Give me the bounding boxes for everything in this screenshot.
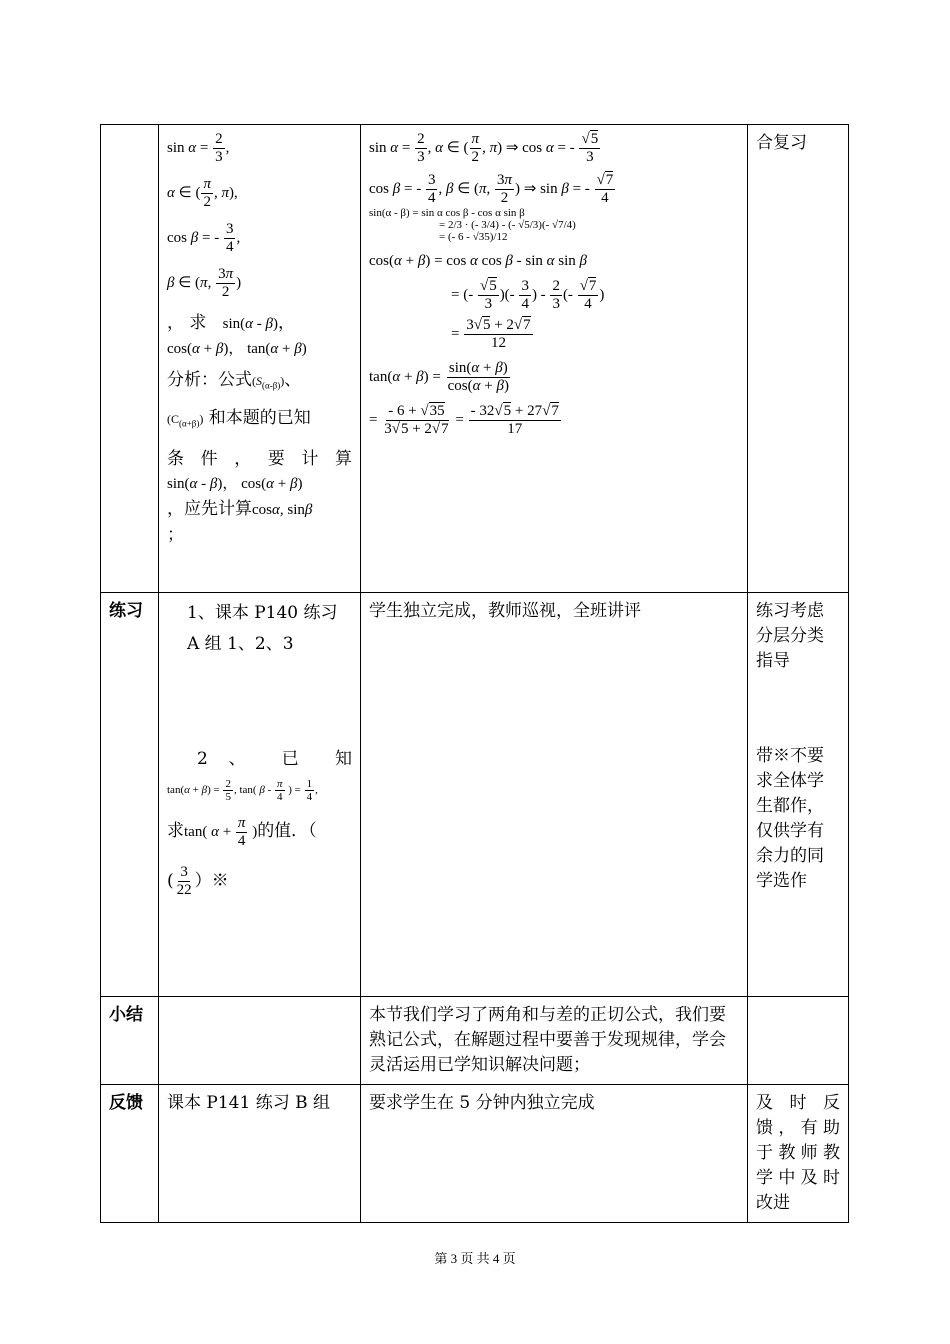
page-footer: 第 3 页 共 4 页 <box>434 1251 516 1266</box>
solution-step-5: = (- $\frac{√5}{3}$ )(- $\frac{3}{4}$ ) - $\frac{2}{3}$ (- $\frac{√7}{4}$ ) <box>451 278 605 312</box>
practice-item-2-ask: 求tan( α + $\frac{\pi}{4}$ )的值．（ <box>167 815 317 850</box>
analysis-line: 分析：公式$(S_{(\alpha-\beta)})$、 <box>167 370 302 391</box>
practice-note-cell <box>748 593 849 997</box>
solution-step-6: = $\frac{3√5 + 2√7}{12}$ <box>451 317 531 351</box>
summary-content-cell <box>159 997 361 1085</box>
solution-step-3b: = 2/3 · (- 3/4) - (- √5/3)(- √7/4) <box>439 219 576 231</box>
practice-note-b: 带※不要求全体学生都作，仅供学有余力的同学选作 <box>756 746 824 891</box>
note-cell: 合复习 <box>748 125 849 593</box>
feedback-note-cell: 及 时 反馈，有助于教师教学中及时改进 <box>748 1085 849 1223</box>
given-alpha-range: α ∈ ( $\frac{\pi}{2}$ , π), <box>167 176 238 210</box>
solution-step-3: sin(α - β) = sin α cos β - cos α sin β <box>369 207 525 219</box>
practice-item-2: 2 、 已 知 <box>197 749 352 769</box>
given-beta-range: β ∈ (π, $\frac{3\pi}{2}$ ) <box>167 266 242 300</box>
row-label-summary: 小结 <box>101 997 159 1085</box>
problem-cell <box>159 125 361 593</box>
problem-seek: ， 求 sin(α - β)， <box>167 313 295 333</box>
practice-method-cell: 学生独立完成，教师巡视，全班讲评 <box>361 593 748 997</box>
table-row <box>101 1085 849 1223</box>
solution-step-8: = $\frac{- 6 + √35}{3√5 + 2√7}$ = $\frac{- 32√5 + 27√7}{17}$ <box>369 403 559 437</box>
given-cos-beta: cos β = - $\frac{3}{4}$ , <box>167 221 241 255</box>
analysis-first: ，应先计算cosα, sinβ <box>167 498 313 519</box>
row-label-practice: 练习 <box>101 593 159 997</box>
practice-note-a: 练习考虑分层分类指导 <box>756 601 824 671</box>
lesson-plan-table <box>100 124 849 1223</box>
practice-content-cell <box>159 593 361 997</box>
problem-targets: cos(α + β)， tan(α + β) <box>167 341 307 357</box>
analysis-line-2: $(C_{(\alpha+\beta)})$ 和本题的已知 <box>167 408 311 429</box>
feedback-method-cell: 要求学生在 5 分钟内独立完成 <box>361 1085 748 1223</box>
analysis-end: ； <box>167 524 184 545</box>
row-label-feedback: 反馈 <box>101 1085 159 1223</box>
analysis-condition: 条 件 ， 要 计 算 <box>167 448 352 469</box>
practice-item-1b: A 组 1、2、3 <box>187 634 294 654</box>
practice-item-1: 1、课本 P140 练习 <box>187 603 338 623</box>
solution-step-4: cos(α + β) = cos α cos β - sin α sin β <box>369 253 588 269</box>
feedback-content-cell: 课本 P141 练习 B 组 <box>159 1085 361 1223</box>
solution-cell <box>361 125 748 593</box>
table-row <box>101 997 849 1085</box>
solution-step-3c: = (- 6 - √35)/12 <box>439 231 508 243</box>
summary-text-cell: 本节我们学习了两角和与差的正切公式，我们要熟记公式，在解题过程中要善于发现规律，学会灵活运用已学知识解决问题； <box>361 997 748 1085</box>
summary-note-cell <box>748 997 849 1085</box>
row-label-cell <box>101 125 159 593</box>
solution-step-1: sin α = $\frac{2}{3}$ , α ∈ ( $\frac{\pi}{2}$ , π) ⇒ cos α = - $\frac{√5}{3}$ <box>369 131 599 165</box>
practice-item-2-answer: ( $\frac{3}{22}$ ）※ <box>167 864 229 899</box>
solution-step-2: cos β = - $\frac{3}{4}$ , β ∈ (π, $\frac{3\pi}{2}$ ) ⇒ sin β = - $\frac{√7}{4}$ <box>369 172 614 206</box>
given-sin-alpha: sin α = $\frac{2}{3}$ , <box>167 131 230 165</box>
table-row <box>101 125 849 593</box>
table-row <box>101 593 849 997</box>
solution-step-7: tan(α + β) = $\frac{\sin(\alpha + \beta)}{\cos(\alpha + \beta)}$ <box>369 360 509 394</box>
practice-item-2-given: tan(α + β) = $\frac{2}{5}$ , tan( β - $\frac{\pi}{4}$ ) = $\frac{1}{4}$ , <box>167 778 318 803</box>
analysis-calc: sin(α - β)， cos(α + β) <box>167 475 303 492</box>
